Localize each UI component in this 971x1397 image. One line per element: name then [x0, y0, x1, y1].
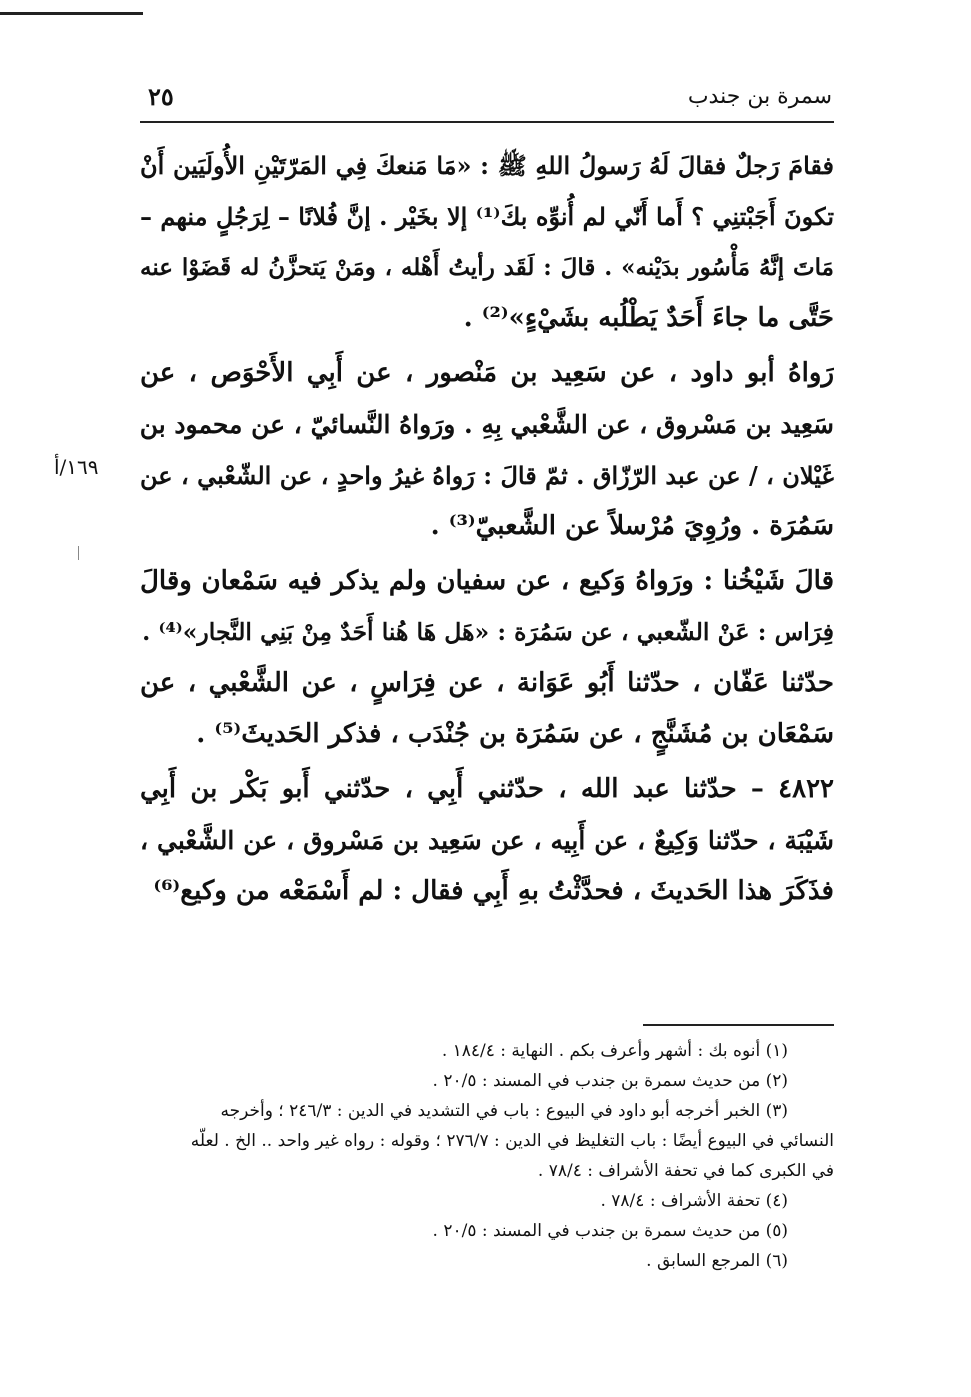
footnote-continuation: النسائي في البيوع أيضًا : باب التغليظ في الدين : ٢٧٦/٧ ؛ وقوله : رواه غير واحد .. الخ . لعلّه: [190, 1131, 834, 1151]
footnote: (٦) المرجع السابق .: [646, 1251, 788, 1271]
footnote: (٢) من حديث سمرة بن جندب في المسند : ٢٠/٥ .: [432, 1071, 788, 1091]
text-line: حَتَّى ما جاءَ أَحَدٌ يَطْلُبه بشَيْءٍ»⁽²⁾ .: [463, 303, 834, 333]
text-line: غَيْلان ، / عن عبد الرّزّاق . ثمّ قالَ : رَواهُ غيرُ واحدٍ ، عن الشّعْبي ، عن: [140, 461, 834, 490]
footnote-continuation: في الكبرى كما في تحفة الأشراف : ٧٨/٤ .: [537, 1161, 834, 1181]
main-text: [140, 140, 834, 917]
footnote: (٤) تحفة الأشراف : ٧٨/٤ .: [600, 1191, 788, 1211]
footnote-rule: [643, 1024, 834, 1026]
text-line: سَمُرَة . ورُوِيَ مُرْسلاً عن الشَّعبيّ⁽³⁾ .: [430, 511, 834, 541]
text-line: حدّثنا عَفّان ، حدّثنا أَبُو عَوَانة ، عن فِرَاسٍ ، عن الشَّعْبي ، عن: [140, 668, 834, 698]
text-line: سَعِيد بن مَسْروق ، عن الشَّعْبي بِهِ . ورَواهُ النَّسائيّ ، عن محمود بن: [140, 410, 834, 439]
footnote: (٣) الخبر أخرجه أبو داود في البيوع : باب في التشديد في الدين : ٢٤٦/٣ ؛ وأخرجه: [220, 1101, 788, 1121]
text-line: فِرَاس : عَنْ الشّعبي ، عن سَمُرَة : «هَل هَا هُنا أَحَدٌ مِنْ بَنِي النَّجار»⁽⁴⁾ .: [142, 618, 834, 646]
text-line: تكونَ أَجَبْتنِي ؟ أَما أَنّي لم أُنوِّه بكَ⁽¹⁾ إلا بخَيْر . إنَّ فُلانًا – لِرَجُلٍ منهم –: [140, 202, 834, 231]
footnote: (١) أنوه بك : أشهر وأعرف بكم . النهاية : ١٨٤/٤ .: [441, 1041, 788, 1061]
running-title: سمرة بن جندب: [687, 84, 832, 109]
text-line: ٤٨٢٢ – حدّثنا عبد الله ، حدّثني أَبِي ، حدّثني أَبو بَكْر بن أَبِي: [140, 774, 834, 804]
margin-folio-note: ١٦٩/أ: [54, 455, 99, 479]
footnote: (٥) من حديث سمرة بن جندب في المسند : ٢٠/٥ .: [432, 1221, 788, 1241]
footnotes: [140, 1036, 834, 1276]
header-rule: [140, 121, 834, 123]
text-line: سَمْعَان بن مُشَنَّجٍ ، عن سَمُرَة بن جُنْدَب ، فذكر الحَديثَ⁽⁵⁾ .: [196, 719, 834, 749]
text-line: رَواهُ أبو داود ، عن سَعِيد بن مَنْصور ، عن أَبِي الأَحْوَص ، عن: [140, 358, 834, 388]
text-line: قالَ شَيْخُنا : ورَواهُ وَكيع ، عن سفيان ولم يذكر فيه سَمْعان وقالَ: [140, 566, 834, 596]
corner-rule: [0, 12, 143, 15]
text-line: مَاتَ إنَّهُ مَأْسُور بدَيْنه» . قالَ : لَقَد رأيتُ أَهْله ، ومَنْ يَتحزَّنُ له قَضَوْا عنه: [140, 254, 834, 281]
page-number: ٢٥: [148, 82, 174, 111]
text-line: فذَكَرَ هذا الحَديثَ ، فحدَّثْتُ بهِ أَبِي فقال : لم أَسْمَعْه من وكيع⁽⁶⁾: [153, 876, 834, 906]
text-line: شَيْبَة ، حدّثنا وَكِيعٌ ، عن أَبِيه ، عن سَعِيد بن مَسْروق ، عن الشَّعْبي ،: [140, 826, 834, 855]
text-line: فقامَ رَجلٌ فقالَ لَهُ رَسولُ اللهِ ﷺ : «مَا مَنعكَ فِي المَرّتَيْنِ الأُولَيَين أَنْ: [140, 151, 834, 180]
page-header: [140, 78, 832, 118]
margin-mark: [78, 546, 79, 560]
